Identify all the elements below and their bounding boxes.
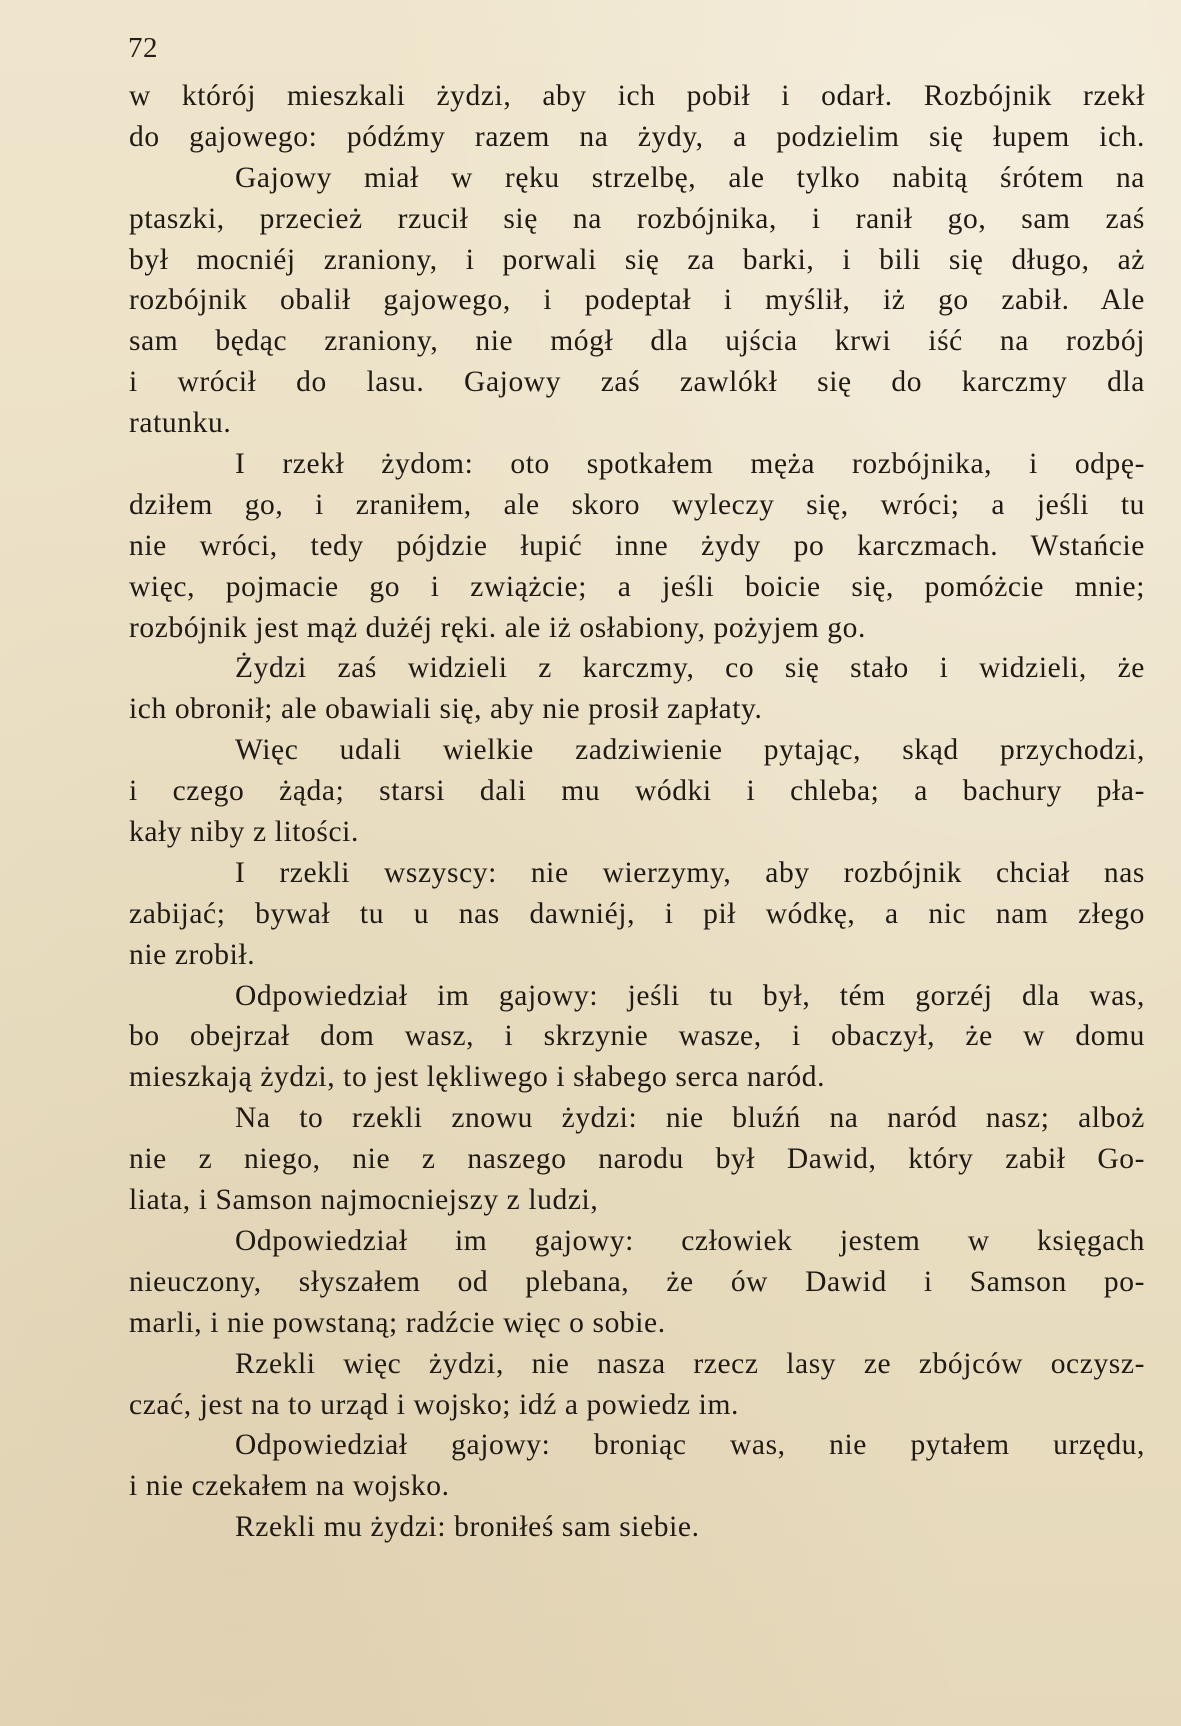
text-line: Więc udali wielkie zadziwienie pytając, skąd przychodzi,	[235, 734, 1145, 767]
text-line: Żydzi zaś widzieli z karczmy, co się stało i widzieli, że	[235, 652, 1145, 685]
text-line: Odpowiedział im gajowy: jeśli tu był, tém gorzéj dla was,	[235, 979, 1145, 1012]
text-line: Rzekli więc żydzi, nie nasza rzecz lasy ze zbójców oczysz-	[235, 1347, 1145, 1380]
text-line: nie z niego, nie z naszego narodu był Dawid, który zabił Go-	[129, 1143, 1145, 1176]
text-line: i czego żąda; starsi dali mu wódki i chleba; a bachury pła-	[129, 775, 1145, 808]
text-line: był mocniéj zraniony, i porwali się za barki, i bili się długo, aż	[129, 243, 1145, 276]
text-line: Odpowiedział im gajowy: człowiek jestem w księgach	[235, 1224, 1145, 1257]
text-line: ratunku.	[129, 407, 232, 440]
text-line: mieszkają żydzi, to jest lękliwego i słabego serca naród.	[129, 1061, 826, 1094]
text-line: ptaszki, przecież rzucił się na rozbójnika, i ranił go, sam zaś	[129, 202, 1145, 235]
text-line: i nie czekałem na wojsko.	[129, 1470, 450, 1503]
text-line: kały niby z litości.	[129, 816, 359, 849]
text-line: do gajowego: pódźmy razem na żydy, a podzielim się łupem ich.	[129, 120, 1145, 153]
text-line: więc, pojmacie go i zwiążcie; a jeśli boicie się, pomóżcie mnie;	[129, 570, 1145, 603]
text-line: rozbójnik obalił gajowego, i podeptał i myślił, iż go zabił. Ale	[129, 284, 1145, 317]
page-number: 72	[128, 32, 158, 64]
text-line: Gajowy miał w ręku strzelbę, ale tylko nabitą śrótem na	[235, 161, 1145, 194]
text-line: ich obronił; ale obawiali się, aby nie prosił zapłaty.	[129, 693, 763, 726]
text-line: marli, i nie powstaną; radźcie więc o sobie.	[129, 1306, 666, 1339]
text-line: bo obejrzał dom wasz, i skrzynie wasze, i obaczył, że w domu	[129, 1020, 1145, 1053]
text-line: Rzekli mu żydzi: broniłeś sam siebie.	[235, 1511, 700, 1544]
text-line: I rzekli wszyscy: nie wierzymy, aby rozbójnik chciał nas	[235, 856, 1145, 889]
text-line: i wrócił do lasu. Gajowy zaś zawlókł się do karczmy dla	[129, 366, 1145, 399]
text-line: nie zrobił.	[129, 938, 256, 971]
text-line: Odpowiedział gajowy: broniąc was, nie pytałem urzędu,	[235, 1429, 1145, 1462]
text-line: I rzekł żydom: oto spotkałem męża rozbójnika, i odpę-	[235, 448, 1145, 481]
text-line: Na to rzekli znowu żydzi: nie bluźń na naród nasz; alboż	[235, 1102, 1145, 1135]
text-line: liata, i Samson najmocniejszy z ludzi,	[129, 1184, 599, 1217]
text-line: nie wróci, tedy pójdzie łupić inne żydy po karczmach. Wstańcie	[129, 529, 1145, 562]
text-line: sam będąc zraniony, nie mógł dla ujścia krwi iść na rozbój	[129, 325, 1145, 358]
text-line: w którój mieszkali żydzi, aby ich pobił i odarł. Rozbójnik rzekł	[129, 80, 1145, 112]
text-line: zabijać; bywał tu u nas dawniéj, i pił wódkę, a nic nam złego	[129, 897, 1145, 930]
text-line: dziłem go, i zraniłem, ale skoro wyleczy się, wróci; a jeśli tu	[129, 488, 1145, 521]
text-line: rozbójnik jest mąż dużéj ręki. ale iż osłabiony, pożyjem go.	[129, 611, 866, 644]
text-line: czać, jest na to urząd i wojsko; idź a powiedz im.	[129, 1388, 739, 1421]
body-text	[129, 76, 1145, 1548]
text-line: nieuczony, słyszałem od plebana, że ów Dawid i Samson po-	[129, 1265, 1145, 1298]
